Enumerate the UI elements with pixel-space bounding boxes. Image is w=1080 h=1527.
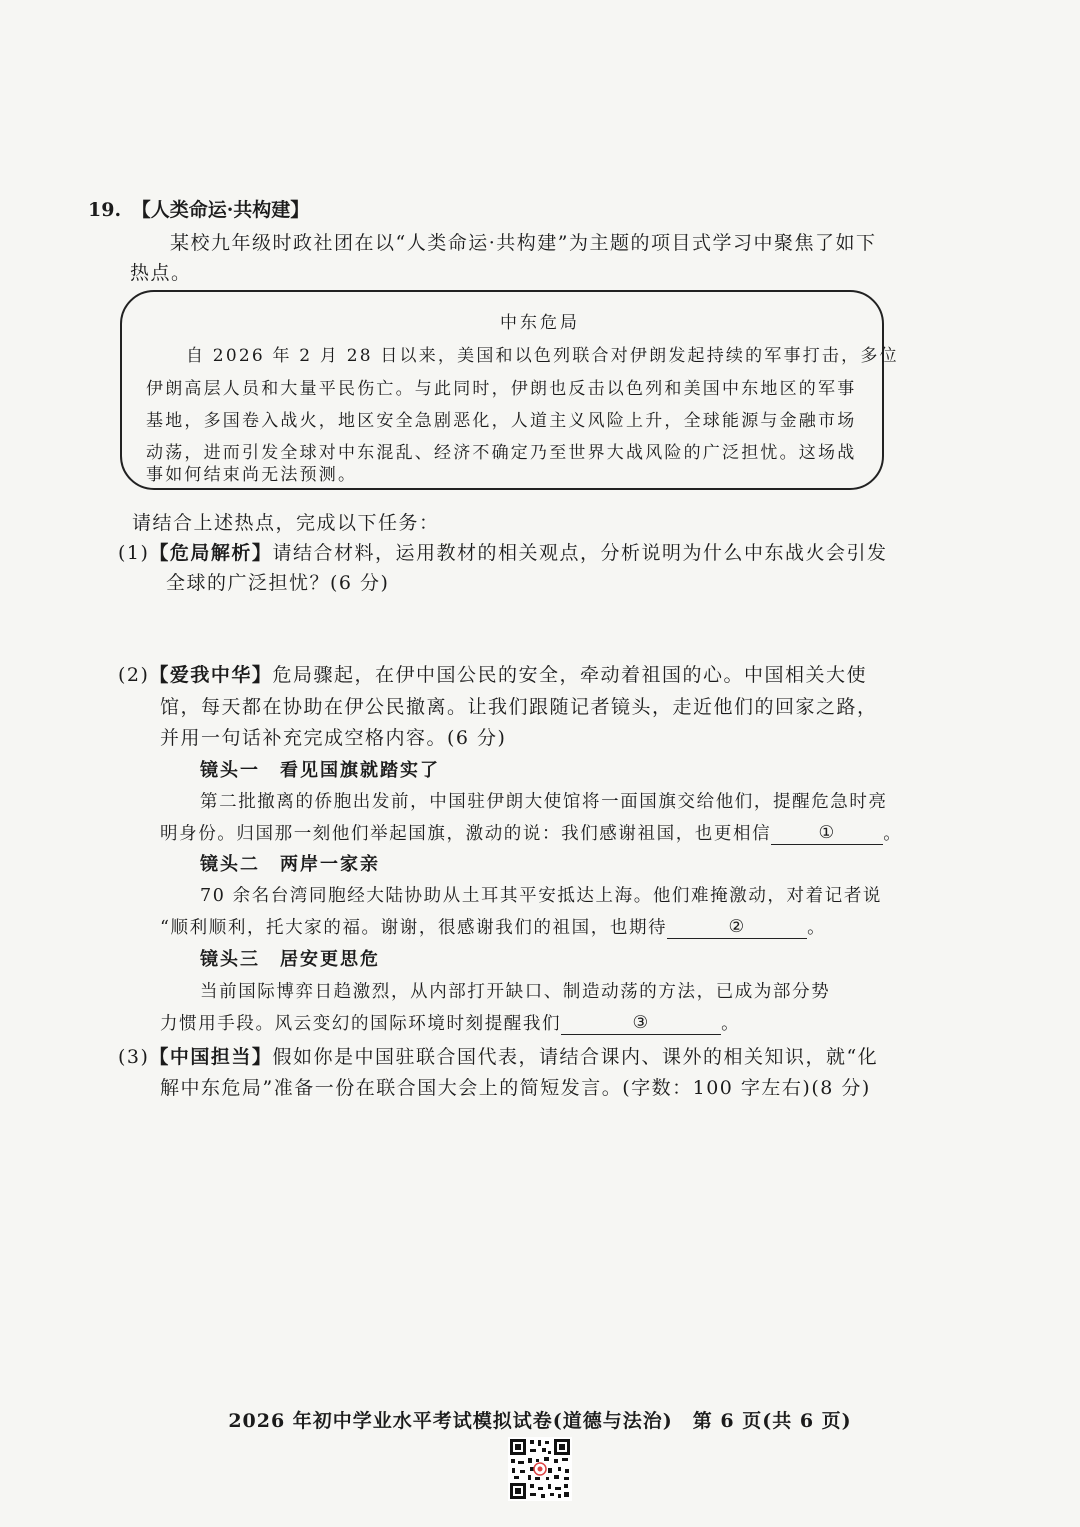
answer-blank-2[interactable]: ② (667, 916, 807, 939)
material-line: 自 2026 年 2 月 28 日以来，美国和以色列联合对伊朗发起持续的军事打击，多位 (186, 346, 899, 366)
subquestion-2 (118, 660, 867, 687)
subquestion-tag: 【危局解析】 (149, 542, 273, 564)
material-title: 中东危局 (500, 313, 580, 333)
answer-blank-3[interactable]: ③ (561, 1012, 721, 1035)
shot-1-title: 镜头一 看见国旗就踏实了 (200, 760, 440, 781)
subquestion-2-line-2: 馆，每天都在协助在伊公民撤离。让我们跟随记者镜头，走近他们的回家之路， (160, 696, 878, 718)
subquestion-1 (118, 538, 887, 565)
task-intro: 请结合上述热点，完成以下任务： (132, 512, 440, 534)
material-line: 事如何结束尚无法预测。 (146, 465, 358, 485)
material-line: 基地，多国卷入战火，地区安全急剧恶化，人道主义风险上升，全球能源与金融市场 (146, 411, 857, 431)
shot-2-line-2: “顺利顺利，托大家的福。谢谢，很感谢我们的祖国，也期待 ② 。 (160, 917, 827, 938)
subquestion-text: 请结合材料，运用教材的相关观点，分析说明为什么中东战火会引发 (272, 542, 888, 564)
intro-line-1: 某校九年级时政社团在以“人类命运·共构建”为主题的项目式学习中聚焦了如下 (170, 232, 877, 254)
shot-3-line-2: 力惯用手段。风云变幻的国际环境时刻提醒我们 ③ 。 (160, 1013, 741, 1034)
intro-line-2: 热点。 (130, 262, 192, 284)
shot-3-title: 镜头三 居安更思危 (200, 949, 380, 970)
answer-blank-1[interactable]: ① (771, 822, 883, 845)
question-number: 19. (88, 199, 122, 221)
shot-2-line-1: 70 余名台湾同胞经大陆协助从土耳其平安抵达上海。他们难掩激动，对着记者说 (200, 886, 883, 906)
subquestion-2-line-3: 并用一句话补充完成空格内容。(6 分) (160, 727, 507, 749)
shot-1-line-1: 第二批撤离的侨胞出发前，中国驻伊朗大使馆将一面国旗交给他们，提醒危急时亮 (200, 792, 888, 812)
subquestion-text: 危局骤起，在伊中国公民的安全，牵动着祖国的心。中国相关大使 (272, 664, 867, 686)
subquestion-number: (3) (118, 1046, 150, 1068)
subquestion-tag: 【爱我中华】 (149, 664, 273, 686)
material-line: 动荡，进而引发全球对中东混乱、经济不确定乃至世界大战风险的广泛担忧。这场战 (146, 443, 857, 463)
subquestion-number: (1) (118, 542, 150, 564)
subquestion-3-line-2: 解中东危局”准备一份在联合国大会上的简短发言。(字数：100 字左右)(8 分) (160, 1077, 871, 1099)
shot-2-title: 镜头二 两岸一家亲 (200, 854, 380, 875)
page-footer: 2026 年初中学业水平考试模拟试卷(道德与法治) 第 6 页(共 6 页) (228, 1410, 852, 1432)
subquestion-1-line-2: 全球的广泛担忧？(6 分) (166, 572, 390, 594)
subquestion-tag: 【中国担当】 (149, 1046, 273, 1068)
question-title: 【人类命运·共构建】 (131, 199, 310, 221)
subquestion-number: (2) (118, 664, 150, 686)
material-line: 伊朗高层人员和大量平民伤亡。与此同时，伊朗也反击以色列和美国中东地区的军事 (146, 379, 857, 399)
subquestion-3 (118, 1042, 878, 1069)
shot-3-line-1: 当前国际博弈日趋激烈，从内部打开缺口、制造动荡的方法，已成为部分势 (200, 982, 831, 1002)
shot-1-line-2: 明身份。归国那一刻他们举起国旗，激动的说：我们感谢祖国，也更相信 ① 。 (160, 823, 903, 844)
question-header (88, 195, 309, 222)
qr-code-icon (508, 1437, 572, 1501)
subquestion-text: 假如你是中国驻联合国代表，请结合课内、课外的相关知识，就“化 (272, 1046, 879, 1068)
